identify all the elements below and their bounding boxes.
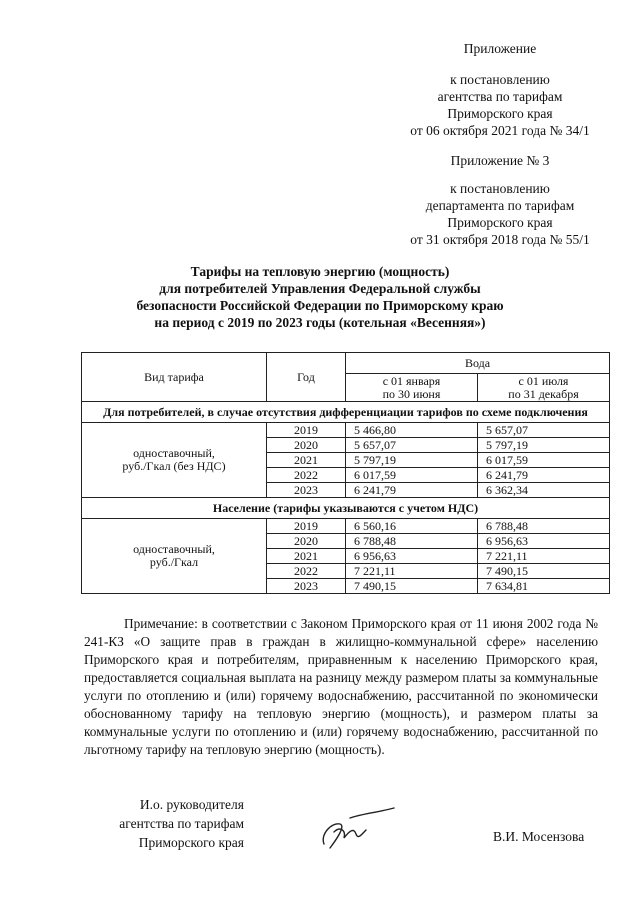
second-half-value: 6 241,79 (478, 468, 610, 483)
year-cell: 2020 (267, 534, 346, 549)
annex-line: департамента по тарифам (425, 198, 575, 213)
annex-line: к постановлению (450, 72, 550, 87)
table-row (82, 423, 610, 438)
year-cell: 2019 (267, 423, 346, 438)
annex-title: Приложение (463, 41, 537, 56)
second-half-value: 5 657,07 (478, 423, 610, 438)
second-half-value: 6 788,48 (478, 519, 610, 534)
header-period-2: с 01 июля по 31 декабря (478, 374, 610, 402)
first-half-value: 6 956,63 (346, 549, 478, 564)
first-half-value: 7 490,15 (346, 579, 478, 594)
annex-block-original (385, 152, 615, 248)
first-half-value: 5 466,80 (346, 423, 478, 438)
first-half-value: 5 797,19 (346, 453, 478, 468)
first-half-value: 7 221,11 (346, 564, 478, 579)
annex-line: к постановлению (450, 181, 550, 196)
position-line: агентства по тарифам (119, 816, 244, 831)
second-half-value: 7 490,15 (478, 564, 610, 579)
second-half-value: 7 634,81 (478, 579, 610, 594)
note-paragraph: Примечание: в соответствии с Законом Приморского края от 11 июня 2002 года № 241-КЗ «О защите прав в граждан в жилищно-коммунальной сфере» населению Приморского края и потребителям, приравненным к населению Приморского края, предоставляется социальная выплата на разницу между размером платы за коммунальные услуги по отоплению и (или) горячему водоснабжению, рассчитанной по экономически обоснованному тарифу на тепловую энергию (мощность), и размером платы за коммунальные услуги по отоплению и (или) горячему водоснабжению, рассчитанной по льготному тарифу на тепловую энергию (мощность). (84, 616, 598, 757)
annex-line: агентства по тарифам (437, 89, 563, 104)
annex-block-current (385, 40, 615, 139)
table-row (82, 519, 610, 534)
section-heading: Для потребителей, в случае отсутствия дифференциации тарифов по схеме подключения (82, 402, 610, 423)
signatory-name: В.И. Мосензова (493, 829, 585, 844)
year-cell: 2022 (267, 564, 346, 579)
section-heading-row (82, 498, 610, 519)
header-water: Вода (346, 353, 610, 374)
second-half-value: 6 956,63 (478, 534, 610, 549)
signatory-position (84, 795, 244, 852)
year-cell: 2019 (267, 519, 346, 534)
year-cell: 2022 (267, 468, 346, 483)
year-cell: 2023 (267, 579, 346, 594)
year-cell: 2021 (267, 549, 346, 564)
first-half-value: 6 241,79 (346, 483, 478, 498)
second-half-value: 7 221,11 (478, 549, 610, 564)
header-period-1: с 01 января по 30 июня (346, 374, 478, 402)
year-cell: 2023 (267, 483, 346, 498)
second-half-value: 6 362,34 (478, 483, 610, 498)
table-body (82, 402, 610, 594)
tariff-type-cell: одноставочный, руб./Гкал (82, 519, 267, 594)
title-line: на период с 2019 по 2023 годы (котельная «Весенняя») (154, 315, 486, 330)
annex-line: Приморского края (447, 106, 553, 121)
year-cell: 2021 (267, 453, 346, 468)
header-year: Год (267, 353, 346, 402)
tariff-table (81, 352, 610, 594)
section-heading: Население (тарифы указываются с учетом НДС) (82, 498, 610, 519)
title-line: Тарифы на тепловую энергию (мощность) (190, 264, 450, 279)
tariff-type-cell: одноставочный, руб./Гкал (без НДС) (82, 423, 267, 498)
first-half-value: 5 657,07 (346, 438, 478, 453)
position-line: Приморского края (138, 835, 244, 850)
first-half-value: 6 017,59 (346, 468, 478, 483)
annex-line: от 06 октября 2021 года № 34/1 (410, 123, 590, 138)
year-cell: 2020 (267, 438, 346, 453)
annex-line: от 31 октября 2018 года № 55/1 (410, 232, 590, 247)
title-line: безопасности Российской Федерации по Приморскому краю (136, 298, 504, 313)
second-half-value: 6 017,59 (478, 453, 610, 468)
table-header-row (82, 353, 610, 374)
section-heading-row (82, 402, 610, 423)
position-line: И.о. руководителя (139, 797, 244, 812)
first-half-value: 6 560,16 (346, 519, 478, 534)
annex-title: Приложение № 3 (450, 153, 550, 168)
annex-line: Приморского края (447, 215, 553, 230)
title-line: для потребителей Управления Федеральной службы (159, 281, 481, 296)
second-half-value: 5 797,19 (478, 438, 610, 453)
document-title (0, 263, 640, 331)
header-tariff-type: Вид тарифа (82, 353, 267, 402)
first-half-value: 6 788,48 (346, 534, 478, 549)
handwritten-signature (310, 804, 400, 854)
